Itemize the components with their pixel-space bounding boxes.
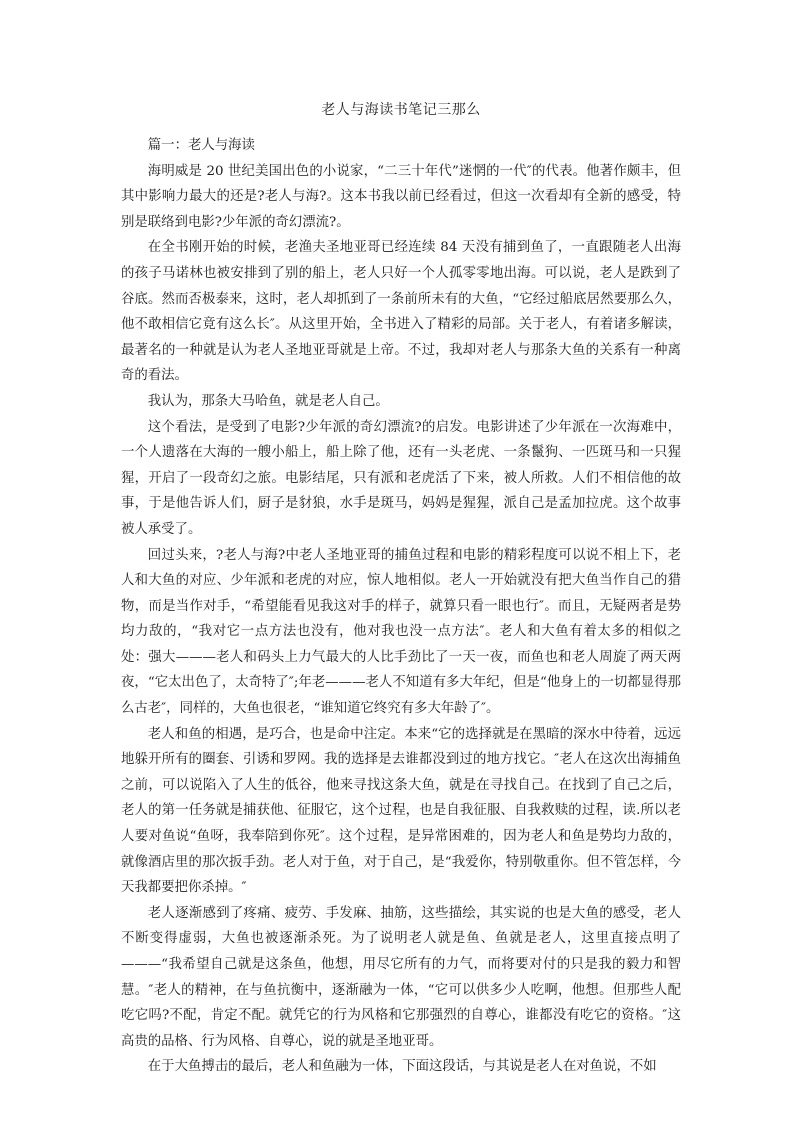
paragraph: 我认为，那条大马哈鱼，就是老人自己。 — [147, 393, 389, 409]
paragraph-section-heading: 篇一：老人与海读 — [147, 138, 255, 153]
paragraph: 回过头来，?老人与海?中老人圣地亚哥的捕鱼过程和电影的精彩程度可以说不相上下，老人和大鱼的对应、少年派和老虎的对应，惊人地相似。老人一开始就没有把大鱼当作自己的猎物，而是当作对手，“希望能看见我这对手的样子，就算只看一眼也行″。而且，无疑两者是势均力敌的，“我对它一点方法也没有，他对我也没一点方法″。老人和大鱼有着太多的相似之处：强大———老人和码头上力气最大的人比手劲比了一天一夜，而鱼也和老人周旋了两天两夜，“它太出色了，太奇特了″;年老———老人不知道有多大年纪，但是“他身上的一切都显得那么古老″，同样的，大鱼也很老，“谁知道它终究有多大年龄了″。 — [121, 547, 681, 717]
paragraph: 在全书刚开始的时候，老渔夫圣地亚哥已经连续 84 天没有捕到鱼了，一直跟随老人出海的孩子马诺林也被安排到了别的船上，老人只好一个人孤零零地出海。可以说，老人是跌到了谷底。然而否极泰来，这时，老人却抓到了一条前所未有的大鱼，“它经过船底居然要那么久，他不敢相信它竟有这么长″。从这里开始，全书进入了精彩的局部。关于老人，有着诸多解读，最著名的一种就是认为老人圣地亚哥就是上帝。不过，我却对老人与那条大鱼的关系有一种离奇的看法。 — [121, 240, 681, 384]
paragraph: 海明威是 20 世纪美国出色的小说家，“二三十年代”迷惘的一代″的代表。他著作颇丰，但其中影响力最大的还是?老人与海?。这本书我以前已经看过，但这一次看却有全新的感受，特别是联络到电影?少年派的奇幻漂流?。 — [121, 163, 681, 230]
paragraph: 老人逐渐感到了疼痛、疲劳、手发麻、抽筋，这些描绘，其实说的也是大鱼的感受，老人不断变得虚弱，大鱼也被逐渐杀死。为了说明老人就是鱼、鱼就是老人，这里直接点明了———“我希望自己就是这条鱼，他想，用尽它所有的力气，而将要对付的只是我的毅力和智慧。″老人的精神，在与鱼抗衡中，逐渐融为一体，“它可以供多少人吃啊，他想。但那些人配吃它吗?不配，肯定不配。就凭它的行为风格和它那强烈的自尊心，谁都没有吃它的资格。″这高贵的品格、行为风格、自尊心，说的就是圣地亚哥。 — [121, 905, 681, 1049]
paragraph: 在于大鱼搏击的最后，老人和鱼融为一体，下面这段话，与其说是老人在对鱼说，不如 — [147, 1059, 657, 1075]
paragraph: 这个看法，是受到了电影?少年派的奇幻漂流?的启发。电影讲述了少年派在一次海难中，一个人遗落在大海的一艘小船上，船上除了他，还有一头老虎、一条鬣狗、一匹斑马和一只猩猩，开启了一段奇幻之旅。电影结尾，只有派和老虎活了下来，被人所救。人们不相信他的故事，于是他告诉人们，厨子是豺狼，水手是斑马，妈妈是猩猩，派自己是孟加拉虎。这个故事被人承受了。 — [121, 419, 681, 537]
document-body — [121, 133, 681, 1080]
document-title: 老人与海读书笔记三那么 — [321, 102, 481, 118]
paragraph: 老人和鱼的相遇，是巧合，也是命中注定。本来“它的选择就是在黑暗的深水中待着，远远地躲开所有的圈套、引诱和罗网。我的选择是去谁都没到过的地方找它。″老人在这次出海捕鱼之前，可以说陷入了人生的低谷，他来寻找这条大鱼，就是在寻找自己。在找到了自己之后，老人的第一任务就是捕获他、征服它，这个过程，也是自我征服、自我救赎的过程，读.所以老人要对鱼说“鱼呀，我奉陪到你死″。这个过程，是异常困难的，因为老人和鱼是势均力敌的，就像酒店里的那次扳手劲。老人对于鱼，对于自己，是“我爱你，特别敬重你。但不管怎样，今天我都要把你杀掉。″ — [121, 726, 681, 896]
